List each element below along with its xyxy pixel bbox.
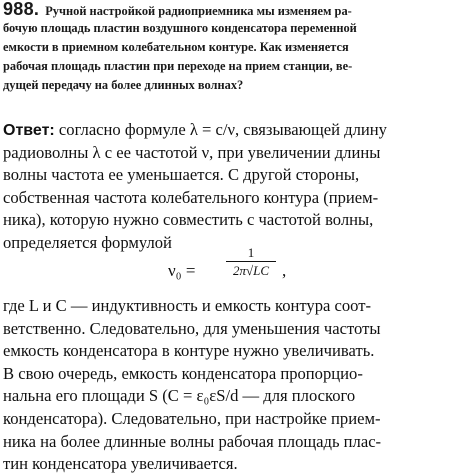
formula-fraction xyxy=(224,246,278,278)
continuation-line: В свою очередь, емкость конденсатора пропорцио- xyxy=(3,363,363,383)
answer-line: волны частота ее уменьшается. С другой стороны, xyxy=(3,165,360,184)
answer-line: определяется формулой xyxy=(3,232,172,252)
answer-line: ника), которую нужно совместить с частотой волны, xyxy=(3,210,374,229)
continuation-line: нальна его площади S (C = ε₀εS/d — для плоского xyxy=(3,386,356,406)
formula-lhs: ν₀ = xyxy=(168,261,196,280)
problem-statement xyxy=(3,0,449,95)
continuation-line: конденсатора). Следовательно, при настройке прием- xyxy=(3,408,381,428)
answer-continuation xyxy=(3,295,449,476)
problem-line: рабочая площадь пластин при переходе на прием станции, ве- xyxy=(3,59,353,73)
answer-line xyxy=(3,119,449,142)
problem-line: емкости в приемном колебательном контуре. Как изменяется xyxy=(3,40,349,54)
answer-first-line-text: согласно формуле λ = c/ν, связывающей длину xyxy=(54,120,387,139)
problem-line: бочую площадь пластин воздушного конденсатора переменной xyxy=(3,21,357,35)
problem-line-text: Ручной настройкой радиоприемника мы изменяем ра- xyxy=(45,4,352,18)
problem-line xyxy=(3,0,449,19)
problem-line: дущей передачу на более длинных волнах? xyxy=(3,78,244,92)
continuation-line: емкость конденсатора в контуре нужно увеличивать. xyxy=(3,341,375,361)
resonance-formula xyxy=(0,244,452,294)
continuation-line: где L и C — индуктивность и емкость контура соот- xyxy=(3,296,372,315)
continuation-line: ника на более длинные волны рабочая площадь плас- xyxy=(3,431,382,451)
formula-trailing-comma: , xyxy=(282,261,287,280)
fraction-bar xyxy=(226,261,276,262)
answer-block xyxy=(3,119,449,254)
continuation-line: тин конденсатора увеличивается. xyxy=(3,454,238,474)
formula-numerator: 1 xyxy=(247,245,255,260)
answer-line: радиоволны λ с ее частотой ν, при увеличении длины xyxy=(3,142,381,162)
formula-denominator: 2π√LC xyxy=(232,263,270,278)
problem-number: 988. xyxy=(3,0,40,19)
continuation-line: ветственно. Следовательно, для уменьшения частоты xyxy=(3,318,381,338)
answer-line: собственная частота колебательного контура (прием- xyxy=(3,187,379,207)
answer-label: Ответ: xyxy=(3,122,55,139)
